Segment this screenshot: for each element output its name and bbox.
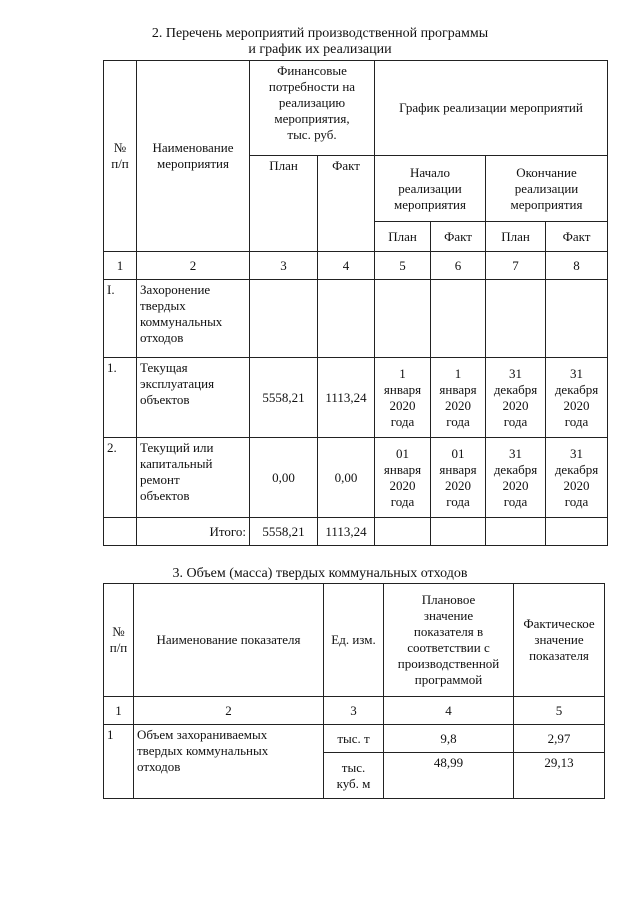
header-start-fact: Факт: [431, 222, 486, 252]
empty-cell: [431, 518, 486, 546]
row-num: 2.: [104, 438, 137, 518]
row-fact: [318, 280, 375, 358]
colnum-1: 1: [104, 252, 137, 280]
table-row: [104, 358, 608, 438]
row-plan: [250, 280, 318, 358]
colnum-2: 2: [137, 252, 250, 280]
section2-title-line1: 2. Перечень мероприятий производственной программы: [151, 26, 489, 41]
t2-colnum-3: 3: [324, 697, 384, 725]
row-start-plan: 1 января 2020 года: [375, 358, 431, 438]
t2-row-planned: 48,99: [384, 753, 514, 799]
row-plan: 0,00: [250, 438, 318, 518]
header-plan: План: [250, 156, 318, 252]
row-start-fact: 1 января 2020 года: [431, 358, 486, 438]
empty-cell: [546, 518, 608, 546]
header-num: № п/п: [104, 61, 137, 252]
empty-cell: [375, 518, 431, 546]
t2-row-unit: тыс. т: [324, 725, 384, 753]
activities-table: [103, 60, 608, 546]
row-plan: 5558,21: [250, 358, 318, 438]
row-start-fact: [431, 280, 486, 358]
row-end-plan: 31 декабря 2020 года: [486, 438, 546, 518]
header-start-plan: План: [375, 222, 431, 252]
row-end-plan: 31 декабря 2020 года: [486, 358, 546, 438]
total-spacer: [104, 518, 137, 546]
row-end-fact: [546, 280, 608, 358]
header-fact: Факт: [318, 156, 375, 252]
t2-colnum-1: 1: [104, 697, 134, 725]
header-finance: Финансовые потребности на реализацию мероприятия, тыс. руб.: [250, 61, 375, 156]
t2-header-num: № п/п: [104, 584, 134, 697]
t2-row-actual: 29,13: [514, 753, 605, 799]
total-label: Итого:: [137, 518, 250, 546]
t2-header-planned: Плановое значение показателя в соответствии с производственной программой: [384, 584, 514, 697]
total-plan: 5558,21: [250, 518, 318, 546]
row-name: Захоронение твердых коммунальных отходов: [137, 280, 250, 358]
row-name: Текущий или капитальный ремонт объектов: [137, 438, 250, 518]
t2-row-unit: тыс. куб. м: [324, 753, 384, 799]
colnum-4: 4: [318, 252, 375, 280]
row-start-plan: [375, 280, 431, 358]
section3-title: 3. Объем (масса) твердых коммунальных отходов: [172, 566, 468, 581]
row-start-fact: 01 января 2020 года: [431, 438, 486, 518]
total-fact: 1113,24: [318, 518, 375, 546]
t2-row-num: 1: [104, 725, 134, 799]
table-row: [104, 280, 608, 358]
section2-title-line2: и график их реализации: [248, 42, 392, 57]
section2-title: [0, 26, 640, 58]
colnum-3: 3: [250, 252, 318, 280]
row-fact: 0,00: [318, 438, 375, 518]
header-end-plan: План: [486, 222, 546, 252]
header-start: Начало реализации мероприятия: [375, 156, 486, 222]
row-fact: 1113,24: [318, 358, 375, 438]
t2-header-unit: Ед. изм.: [324, 584, 384, 697]
waste-volume-table: [103, 583, 605, 799]
table-row: [104, 438, 608, 518]
row-end-fact: 31 декабря 2020 года: [546, 358, 608, 438]
colnum-5: 5: [375, 252, 431, 280]
row-end-fact: 31 декабря 2020 года: [546, 438, 608, 518]
row-end-plan: [486, 280, 546, 358]
t2-header-name: Наименование показателя: [134, 584, 324, 697]
t2-row-planned: 9,8: [384, 725, 514, 753]
header-name: Наименование мероприятия: [137, 61, 250, 252]
empty-cell: [486, 518, 546, 546]
header-end: Окончание реализации мероприятия: [486, 156, 608, 222]
colnum-7: 7: [486, 252, 546, 280]
t2-colnum-5: 5: [514, 697, 605, 725]
table-row: [104, 725, 605, 753]
total-row: [104, 518, 608, 546]
row-num: 1.: [104, 358, 137, 438]
colnum-6: 6: [431, 252, 486, 280]
header-schedule: График реализации мероприятий: [375, 61, 608, 156]
colnum-8: 8: [546, 252, 608, 280]
t2-colnum-2: 2: [134, 697, 324, 725]
t2-row-actual: 2,97: [514, 725, 605, 753]
t2-row-name: Объем захораниваемых твердых коммунальных отходов: [134, 725, 324, 799]
t2-colnum-4: 4: [384, 697, 514, 725]
row-num: I.: [104, 280, 137, 358]
t2-header-actual: Фактическое значение показателя: [514, 584, 605, 697]
row-name: Текущая эксплуатация объектов: [137, 358, 250, 438]
header-end-fact: Факт: [546, 222, 608, 252]
row-start-plan: 01 января 2020 года: [375, 438, 431, 518]
